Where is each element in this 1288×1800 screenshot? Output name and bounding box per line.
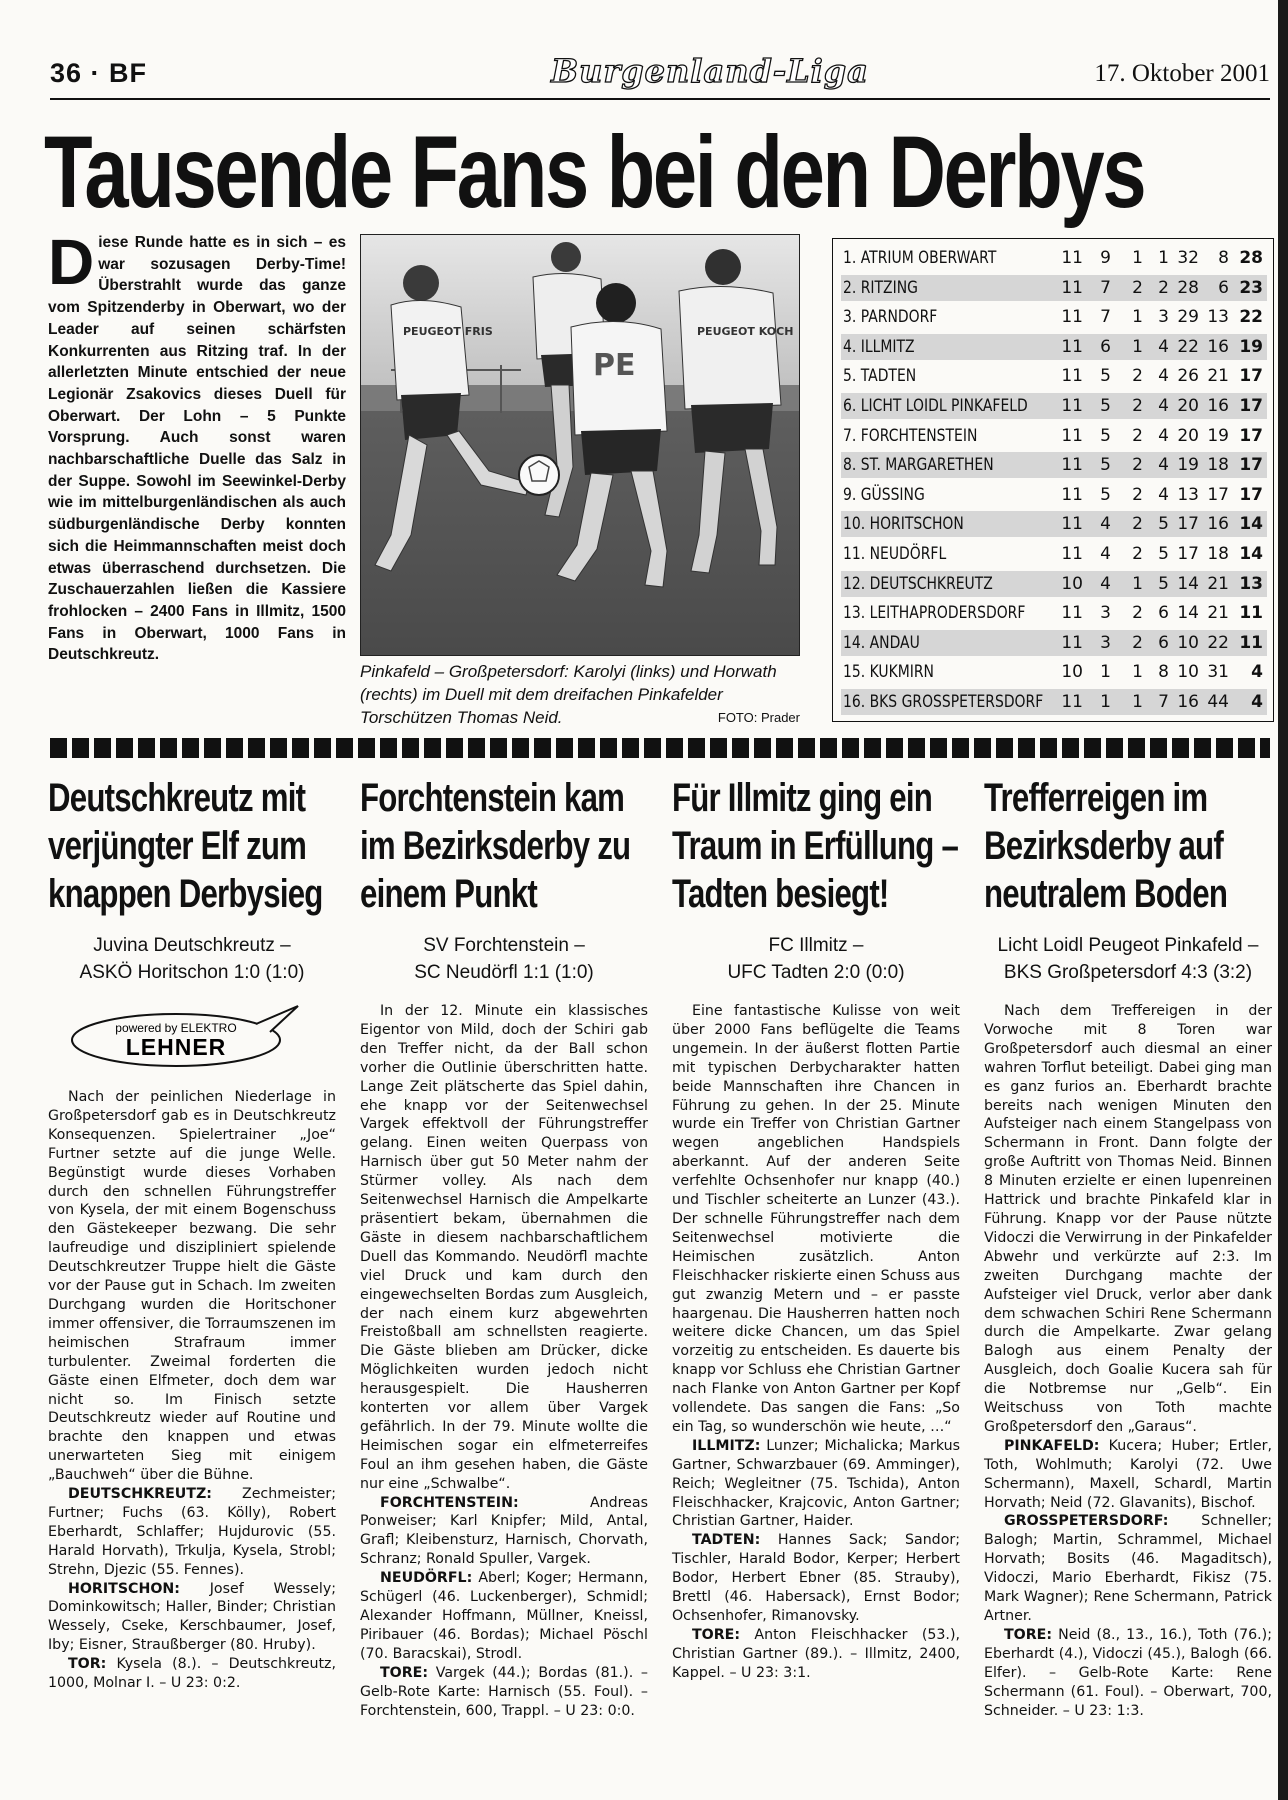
- match-result: [48, 932, 336, 986]
- standings-games-played: 11: [1061, 425, 1083, 446]
- standings-goals-for: 10: [1177, 662, 1199, 683]
- standings-wins: 4: [1100, 544, 1111, 564]
- standings-wins: 3: [1100, 632, 1111, 653]
- standings-losses: 1: [1158, 248, 1169, 268]
- standings-goals-against: 44: [1207, 692, 1229, 712]
- standings-games-played: 11: [1061, 603, 1083, 624]
- standings-team-name: 2. RITZING: [843, 277, 918, 298]
- photo-caption: [360, 660, 800, 729]
- lineup-text: Andreas Ponweiser; Karl Knipfer; Mild, Antal, Grafl; Kleibensturz, Harnisch, Chorvath, Schranz; Ronald Spuller, Vargek.: [360, 1494, 648, 1568]
- goals-text: Anton Fleischhacker (53.), Christian Gartner (89.). – Illmitz, 2400, Kappel. – U 23: 3:1.: [672, 1626, 960, 1681]
- standings-wins: 4: [1100, 514, 1111, 535]
- match-result: [360, 932, 648, 986]
- standings-points: 17: [1239, 396, 1263, 416]
- standings-goals-for: 22: [1177, 336, 1199, 357]
- match-line-2: BKS Großpetersdorf 4:3 (3:2): [1003, 962, 1253, 983]
- jersey-text-left: PEUGEOT FRIS: [403, 325, 493, 338]
- standings-games-played: 11: [1061, 277, 1083, 298]
- match-line-1: Licht Loidl Peugeot Pinkafeld –: [997, 935, 1259, 956]
- standings-row: [841, 689, 1267, 715]
- standings-team-name: 11. NEUDÖRFL: [843, 544, 947, 564]
- standings-points: 13: [1239, 573, 1263, 594]
- match-line-1: FC Illmitz –: [768, 935, 864, 956]
- standings-goals-against: 17: [1207, 484, 1229, 505]
- standings-losses: 4: [1158, 455, 1169, 476]
- standings-games-played: 11: [1061, 514, 1083, 535]
- standings-games-played: 10: [1061, 573, 1083, 594]
- jersey-text-center: PE: [593, 348, 636, 383]
- section-title: Burgenland-Liga: [551, 52, 869, 90]
- standings-row: [841, 600, 1267, 626]
- match-result: [984, 932, 1272, 986]
- lineup-label: FORCHTENSTEIN:: [380, 1494, 519, 1511]
- goals-text: Kysela (8.). – Deutschkreutz, 1000, Molnar I. – U 23: 0:2.: [48, 1656, 337, 1692]
- standings-losses: 2: [1158, 277, 1169, 298]
- standings-games-played: 11: [1061, 484, 1083, 505]
- standings-wins: 5: [1100, 455, 1111, 476]
- match-line-1: Juvina Deutschkreutz –: [93, 935, 291, 956]
- standings-games-played: 11: [1061, 336, 1083, 357]
- article-illmitz: [672, 774, 960, 1683]
- standings-wins: 7: [1100, 307, 1111, 328]
- standings-wins: 1: [1100, 692, 1111, 712]
- standings-goals-against: 16: [1207, 514, 1229, 535]
- standings-goals-against: 13: [1207, 307, 1229, 328]
- standings-row: [841, 275, 1267, 301]
- match-line-1: SV Forchtenstein –: [423, 935, 585, 956]
- standings-team-name: 13. LEITHAPRODERSDORF: [843, 603, 1026, 624]
- standings-goals-for: 32: [1177, 248, 1199, 268]
- standings-team-name: 8. ST. MARGARETHEN: [843, 455, 994, 476]
- standings-wins: 4: [1100, 573, 1111, 594]
- article-body: [360, 1002, 648, 1720]
- goals-label: TORE:: [380, 1664, 429, 1681]
- standings-points: 17: [1239, 455, 1263, 476]
- standings-wins: 9: [1100, 248, 1111, 268]
- standings-goals-against: 22: [1207, 632, 1229, 653]
- standings-losses: 4: [1158, 336, 1169, 357]
- standings-points: 14: [1239, 514, 1263, 535]
- sponsor-tagline: powered by ELEKTRO: [115, 1021, 237, 1035]
- standings-losses: 3: [1158, 307, 1169, 328]
- standings-goals-for: 19: [1177, 455, 1199, 476]
- standings-draws: 2: [1132, 277, 1143, 298]
- standings-points: 11: [1239, 603, 1263, 624]
- standings-table: [832, 238, 1274, 722]
- article-pinkafeld: [984, 774, 1272, 1720]
- standings-draws: 1: [1132, 662, 1143, 683]
- page-number: 36 · BF: [50, 58, 148, 88]
- standings-losses: 6: [1158, 632, 1169, 653]
- standings-points: 22: [1239, 307, 1263, 328]
- standings-goals-against: 19: [1207, 425, 1229, 446]
- photo-caption-text: Pinkafeld – Großpetersdorf: Karolyi (links) und Horwath (rechts) im Duell mit dem dreifachen Pinkafelder Torschützen Thomas Neid.: [360, 662, 777, 727]
- standings-draws: 2: [1132, 514, 1143, 535]
- standings-row: [841, 630, 1267, 656]
- standings-games-played: 10: [1061, 662, 1083, 683]
- standings-games-played: 11: [1061, 248, 1083, 268]
- standings-points: 14: [1239, 544, 1263, 564]
- standings-goals-for: 17: [1177, 544, 1199, 564]
- article-deutschkreutz: [48, 774, 336, 1693]
- standings-team-name: 3. PARNDORF: [843, 307, 938, 328]
- lineup-text: Aberl; Koger; Hermann, Schügerl (46. Luckenberger), Schmidl; Alexander Hoffmann, Müllner, Kneissl, Piribauer (46. Bordas); Michael Pöschl (70. Baracskai), Strodl.: [360, 1570, 648, 1662]
- article-body: [984, 1002, 1272, 1720]
- standings-wins: 6: [1100, 336, 1111, 357]
- standings-draws: 1: [1132, 692, 1143, 712]
- standings-losses: 4: [1158, 425, 1169, 446]
- standings-losses: 4: [1158, 396, 1169, 416]
- standings-games-played: 11: [1061, 396, 1083, 416]
- standings-team-name: 7. FORCHTENSTEIN: [843, 425, 978, 446]
- match-line-2: UFC Tadten 2:0 (0:0): [727, 962, 905, 983]
- standings-row: [841, 482, 1267, 508]
- standings-row: [841, 334, 1267, 360]
- standings-draws: 2: [1132, 396, 1143, 416]
- standings-goals-against: 31: [1207, 662, 1229, 683]
- standings-losses: 8: [1158, 662, 1169, 683]
- goals-text: Neid (8., 13., 16.), Toth (76.); Eberhardt (4.), Vidoczi (45.), Balogh (66. Elfer). – Gelb-Rote Karte: Rene Schermann (61. Foul). – Oberwart, 700, Schneider. – U 23: 1:3.: [984, 1626, 1272, 1719]
- header-rule: [50, 98, 1270, 100]
- standings-wins: 5: [1100, 396, 1111, 416]
- standings-goals-for: 16: [1177, 692, 1199, 712]
- standings-row: [841, 363, 1267, 389]
- article-headline: Trefferreigen im Bezirksderby auf neutralem Boden: [984, 776, 1228, 916]
- lineup-text: Kucera; Huber; Ertler, Toth, Wohlmuth; Karolyi (72. Uwe Schermann), Maxell, Schardl, Martin Horvath; Neid (72. Glavanits), Bischof.: [984, 1437, 1272, 1511]
- lineup-text: Josef Wessely; Dominkowitsch; Haller, Binder; Christian Wessely, Cseke, Kerschbaumer, Josef, Iby; Eisner, Straußberger (80. Hruby).: [48, 1580, 336, 1654]
- lineup-label: HORITSCHON:: [68, 1580, 180, 1597]
- standings-wins: 3: [1100, 603, 1111, 624]
- lineup-text: Hannes Sack; Sandor; Tischler, Harald Bodor, Kerper; Herbert Bodor, Herbert Ebner (85. Strauby), Brettl (46. Habersack), Ernst Bodor; Ochsenhofer, Rimanovsky.: [672, 1532, 960, 1624]
- article-body: [672, 1002, 960, 1683]
- standings-games-played: 11: [1061, 307, 1083, 328]
- standings-draws: 2: [1132, 632, 1143, 653]
- article-body: [48, 1088, 336, 1693]
- standings-draws: 1: [1132, 336, 1143, 357]
- standings-draws: 2: [1132, 366, 1143, 387]
- standings-draws: 2: [1132, 425, 1143, 446]
- standings-points: 28: [1239, 248, 1263, 268]
- soccer-players-photo: [361, 235, 799, 655]
- standings-team-name: 14. ANDAU: [843, 632, 920, 653]
- standings-goals-for: 14: [1177, 603, 1199, 624]
- standings-goals-for: 14: [1177, 573, 1199, 594]
- match-result: [672, 932, 960, 986]
- lineup-label: GROSSPETERSDORF:: [1004, 1513, 1169, 1530]
- standings-row: [841, 571, 1267, 597]
- standings-goals-for: 13: [1177, 484, 1199, 505]
- standings-draws: 2: [1132, 544, 1143, 564]
- standings-goals-for: 20: [1177, 396, 1199, 416]
- page-header: [50, 52, 1270, 96]
- standings-goals-against: 18: [1207, 544, 1229, 564]
- standings-team-name: 15. KUKMIRN: [843, 662, 934, 683]
- standings-team-name: 12. DEUTSCHKREUTZ: [843, 573, 993, 594]
- main-headline: Tausende Fans bei den Derbys: [44, 115, 1145, 229]
- standings-losses: 5: [1158, 544, 1169, 564]
- standings-goals-for: 26: [1177, 366, 1199, 387]
- standings-row: [841, 304, 1267, 330]
- standings-goals-against: 6: [1218, 277, 1229, 298]
- lead-paragraph: [48, 226, 346, 666]
- lineup-label: TADTEN:: [692, 1532, 761, 1549]
- standings-games-played: 11: [1061, 544, 1083, 564]
- standings-wins: 7: [1100, 277, 1111, 298]
- standings-losses: 6: [1158, 603, 1169, 624]
- page-edge: [1278, 0, 1288, 1800]
- goals-label: TOR:: [68, 1656, 107, 1673]
- lead-text: iese Runde hatte es in sich – es war sozusagen Derby-Time! Überstrahlt wurde das ganze vom Spitzenderby in Oberwart, wo der Leader auf seinen schärfsten Konkurrenten aus Ritzing traf. In der allerletzten Minute entschied der neue Legionär Zsakovics dieses Duell für Oberwart. Der Lohn – 5 Punkte Vorsprung. Auch sonst waren nachbarschaftliche Duelle das Salz in der Suppe. Sowohl im Seewinkel-Derby wie im mittelburgenländischen als auch südburgenländische Derby konnten sich die Heimmannschaften meist doch etwas überraschend durchsetzen. Die Zuschauerzahlen ließen die Kassiere frohlocken – 2400 Fans in Illmitz, 1500 Fans in Oberwart, 1000 Fans in Deutschkreutz.: [48, 234, 346, 664]
- standings-games-played: 11: [1061, 632, 1083, 653]
- standings-wins: 1: [1100, 662, 1111, 683]
- standings-goals-for: 10: [1177, 632, 1199, 653]
- goals-label: TORE:: [1004, 1626, 1053, 1643]
- standings-points: 4: [1251, 662, 1263, 683]
- sponsor-logo: [66, 1002, 306, 1072]
- standings-goals-against: 8: [1218, 248, 1229, 268]
- standings-wins: 5: [1100, 425, 1111, 446]
- standings-draws: 1: [1132, 573, 1143, 594]
- standings-losses: 7: [1158, 692, 1169, 712]
- issue-date: 17. Oktober 2001: [1094, 60, 1270, 87]
- standings-goals-against: 18: [1207, 455, 1229, 476]
- sponsor-name: LEHNER: [125, 1034, 227, 1060]
- lineup-label: NEUDÖRFL:: [380, 1570, 473, 1587]
- photo-credit: FOTO: Prader: [717, 710, 800, 725]
- standings-row: [841, 541, 1267, 567]
- jersey-text-right: PEUGEOT KOCH: [697, 325, 794, 338]
- standings-goals-against: 16: [1207, 336, 1229, 357]
- lineup-text: Lunzer; Michalicka; Markus Gartner, Schwarzbauer (69. Amminger), Reich; Wegleitner (75. Tschida), Anton Fleischhacker, Krajcovic, Anton Gartner; Christian Gartner, Haider.: [672, 1437, 960, 1530]
- article-text: Nach der peinlichen Niederlage in Großpetersdorf gab es in Deutschkreutz Konsequenzen. Spielertrainer „Joe“ Furtner setzte auf die junge Welle. Begünstigt wurde dieses Vorhaben durch den schnellen Führungstreffer von Kysela, der mit einem Bogenschuss den Gästekeeper bezwang. Die sehr laufreudige und diszipliniert spielende Deutschkreutzer Truppe hielt die Gäste vor der Pause gut in Schach. Im zweiten Durchgang wurden die Horitschoner immer offensiver, die Torraumszenen im heimischen Strafraum immer turbulenter. Zweimal forderten die Gäste einen Elfmeter, doch dem war nicht so. Im Finisch setzte Deutschkreutz wieder auf Routine und brachte den knappen und etwas unerwarteten Sieg mit einigem „Bauchweh“ über die Bühne.: [48, 1089, 336, 1484]
- standings-row: [841, 659, 1267, 685]
- drop-cap: D: [48, 226, 95, 298]
- section-divider: [50, 738, 1270, 758]
- standings-row: [841, 393, 1267, 419]
- standings-losses: 5: [1158, 573, 1169, 594]
- standings-goals-against: 21: [1207, 573, 1229, 594]
- standings-team-name: 1. ATRIUM OBERWART: [843, 248, 997, 268]
- match-line-2: ASKÖ Horitschon 1:0 (1:0): [79, 962, 305, 983]
- standings-goals-against: 21: [1207, 366, 1229, 387]
- article-text: Nach dem Treffereigen in der Vorwoche mit 8 Toren war Großpetersdorf auch diesmal an einer wahren Torflut beteiligt. Dabei ging man es ganz furios an. Eberhardt brachte bereits nach wenigen Minuten den Aufsteiger nach einem Stangelpass von Schermann in Front. Dann folgte der große Auftritt von Thomas Neid. Binnen 8 Minuten erzielte er einen lupenreinen Hattrick und brachte Pinkafeld klar in Führung. Knapp vor der Pause nützte Vidoczi die Verwirrung in der Pinkafelder Abwehr und verkürzte auf 2:3. Im zweiten Durchgang machte der Aufsteiger viel Druck, verlor aber dank dem schwachen Schiri Rene Schermann durch die Ampelkarte. Zwar gelang Balogh aus einem Penalty der Ausgleich, doch Goalie Kucera sah für die Notbremse nur „Gelb“. Ein Weitschuss von Toth machte Großpetersdorf den „Garaus“.: [984, 1003, 1272, 1435]
- sponsor-ellipse-icon: [66, 1002, 306, 1072]
- standings-points: 4: [1251, 692, 1263, 712]
- standings-points: 19: [1239, 336, 1263, 357]
- standings-losses: 4: [1158, 366, 1169, 387]
- standings-goals-for: 20: [1177, 425, 1199, 446]
- standings-row: [841, 511, 1267, 537]
- standings-draws: 1: [1132, 248, 1143, 268]
- standings-draws: 2: [1132, 455, 1143, 476]
- lineup-text: Zechmeister; Furtner; Fuchs (63. Kölly), Robert Eberhardt, Schlaffer; Hujdurovic (55. Harald Horvath), Trkulja, Kysela, Strobl; Strehn, Djezic (55. Fennes).: [48, 1486, 336, 1578]
- article-text: Eine fantastische Kulisse von weit über 2000 Fans beflügelte die Teams ungemein. In der äußerst flotten Partie mit typischen Derbycharakter hatten beide Mannschaften ihre Chancen in Führung zu gehen. In der 25. Minute wurde ein Treffer von Christian Gartner wegen angeblichen Handspiels aberkannt. Auf der anderen Seite verfehlte Ochsenhofer nur knapp (40.) und Tischler scheiterte an Lunzer (43.). Der schnelle Führungstreffer nach dem Seitenwechsel motivierte die Heimischen zusätzlich. Anton Fleischhacker riskierte einen Schuss aus gut zwanzig Metern und – er passte haargenau. Die Hausherren hatten noch weitere dicke Chancen, um das Spiel vorzeitig zu entscheiden. Es dauerte bis knapp vor Schluss ehe Christian Gartner nach Flanke von Anton Gartner per Kopf vollendete. Das sangen die Fans: „So ein Tag, so wunderschön wie heute, …“: [672, 1003, 960, 1435]
- goals-text: Vargek (44.); Bordas (81.). – Gelb-Rote Karte: Harnisch (55. Foul). – Forchtenstein, 600, Trappl. – U 23: 0:0.: [360, 1664, 649, 1719]
- standings-games-played: 11: [1061, 692, 1083, 712]
- match-line-2: SC Neudörfl 1:1 (1:0): [414, 962, 594, 983]
- match-photo: [360, 234, 800, 656]
- article-text: In der 12. Minute ein klassisches Eigentor von Mild, doch der Schiri gab den Treffer nicht, da der Ball schon vorher die Outlinie überschritten hatte. Lange Zeit plätscherte das Spiel dahin, ehe knapp vor der Seitenwechsel Vargek effektvoll der Führungstreffer gelang. Einen weiten Querpass von Harnisch über gut 50 Meter nahm der Stürmer volley. Als nach dem Seitenwechsel Harnisch die Ampelkarte präsentiert bekam, übernahmen die Gäste in diesem nachbarschaftlichem Duell das Kommando. Neudörfl machte viel Druck und kam durch den eingewechselten Bordas zum Ausgleich, der nach einem kurz abgewehrten Freistoßball am schnellsten reagierte. Die Gäste blieben am Drücker, dicke Möglichkeiten wurden jedoch nicht herausgespielt. Die Hausherren konterten vor allem über Vargek gefährlich. In der 79. Minute wollte die Heimischen sogar ein elfmeterreifes Foul an ihm gesehen haben, die Gäste nur eine „Schwalbe“.: [360, 1003, 648, 1492]
- standings-team-name: 16. BKS GROSSPETERSDORF: [843, 692, 1044, 712]
- standings-team-name: 6. LICHT LOIDL PINKAFELD: [843, 396, 1028, 416]
- standings-games-played: 11: [1061, 366, 1083, 387]
- standings-points: 17: [1239, 484, 1263, 505]
- article-forchtenstein: [360, 774, 648, 1720]
- standings-losses: 4: [1158, 484, 1169, 505]
- standings-goals-for: 29: [1177, 307, 1199, 328]
- standings-games-played: 11: [1061, 455, 1083, 476]
- standings-row: [841, 245, 1267, 271]
- standings-points: 23: [1239, 277, 1263, 298]
- standings-draws: 1: [1132, 307, 1143, 328]
- lineup-text: Schneller; Balogh; Martin, Schrammel, Michael Horvath; Bosits (46. Magaditsch), Vidoczi, Mario Eberhardt, Fikisz (75. Mark Wagner); Rene Schermann, Patrick Artner.: [984, 1513, 1272, 1624]
- standings-team-name: 4. ILLMITZ: [843, 336, 915, 357]
- standings-row: [841, 452, 1267, 478]
- standings-wins: 5: [1100, 484, 1111, 505]
- lineup-label: ILLMITZ:: [692, 1437, 761, 1454]
- standings-draws: 2: [1132, 484, 1143, 505]
- article-headline: Für Illmitz ging ein Traum in Erfüllung – Tadten besiegt!: [672, 776, 959, 916]
- article-headline: Forchtenstein kam im Bezirksderby zu einem Punkt: [360, 776, 631, 916]
- standings-goals-against: 16: [1207, 396, 1229, 416]
- standings-points: 11: [1239, 632, 1263, 653]
- standings-team-name: 10. HORITSCHON: [843, 514, 964, 535]
- standings-points: 17: [1239, 425, 1263, 446]
- standings-goals-for: 28: [1177, 277, 1199, 298]
- standings-team-name: 5. TADTEN: [843, 366, 917, 387]
- standings-row: [841, 423, 1267, 449]
- lineup-label: DEUTSCHKREUTZ:: [68, 1486, 212, 1503]
- standings-points: 17: [1239, 366, 1263, 387]
- article-headline: Deutschkreutz mit verjüngter Elf zum knappen Derbysieg: [48, 776, 323, 916]
- standings-losses: 5: [1158, 514, 1169, 535]
- standings-goals-against: 21: [1207, 603, 1229, 624]
- standings-wins: 5: [1100, 366, 1111, 387]
- standings-draws: 2: [1132, 603, 1143, 624]
- standings-goals-for: 17: [1177, 514, 1199, 535]
- goals-label: TORE:: [692, 1626, 741, 1643]
- lineup-label: PINKAFELD:: [1004, 1437, 1100, 1454]
- standings-team-name: 9. GÜSSING: [843, 484, 925, 505]
